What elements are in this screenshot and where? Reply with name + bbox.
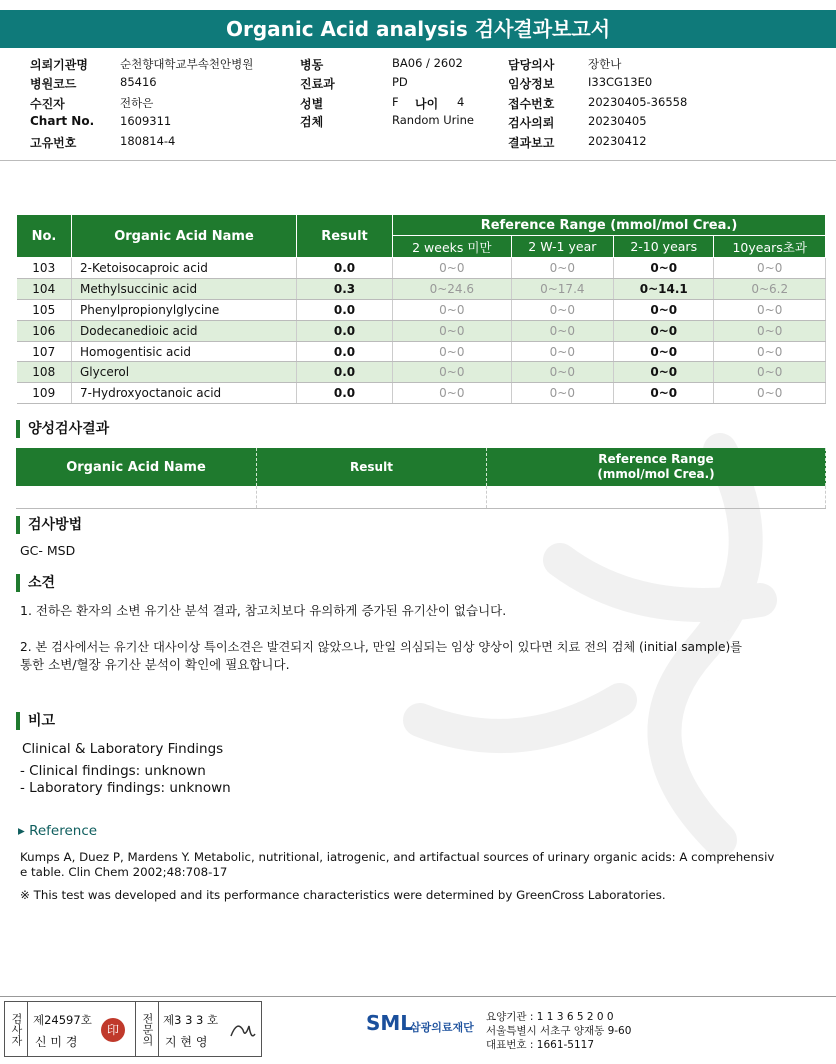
sml-logo: SML [366, 1011, 414, 1035]
header-label: 임상정보 [508, 77, 555, 92]
cell-result: 0.0 [297, 299, 393, 320]
cell-name: 2-Ketoisocaproic acid [72, 258, 297, 279]
cell-result: 0.0 [297, 341, 393, 362]
remarks-line2: - Clinical findings: unknown [20, 763, 206, 779]
pos-col-ref-unit: (mmol/mol Crea.) [597, 467, 715, 481]
cell-name: Glycerol [72, 362, 297, 383]
col-reference: Reference Range (mmol/mol Crea.) [393, 215, 826, 236]
org-address: 서울특별시 서초구 양재동 9-60 [486, 1025, 632, 1037]
cell-range: 0~0 [511, 383, 613, 404]
cell-range: 0~0 [511, 362, 613, 383]
cell-range: 0~0 [511, 341, 613, 362]
cell-range: 0~0 [714, 362, 826, 383]
table-row [17, 383, 826, 404]
positive-section-title: 양성검사결과 [16, 420, 109, 438]
opinion-section-title: 소견 [16, 574, 55, 592]
inspector-label: 검사자 [5, 1002, 28, 1056]
reference-line2: e table. Clin Chem 2002;48:708-17 [20, 865, 228, 879]
header-value: 20230405-36558 [588, 94, 688, 109]
header-value: 순천향대학교부속천안병원 [120, 57, 254, 71]
cell-range: 0~0 [511, 258, 613, 279]
header-value: 85416 [120, 75, 157, 90]
cell-name: 7-Hydroxyoctanoic acid [72, 383, 297, 404]
header-label: 수진자 [30, 96, 65, 111]
header-label: 의뢰기관명 [30, 58, 88, 72]
cell-range: 0~0 [714, 320, 826, 341]
cell-no: 107 [17, 341, 72, 362]
opinion-p2a: 2. 본 검사에서는 유기산 대사이상 특이소견은 발견되지 않았으나, 만일 의심되는 임상 양상이 있다면 치료 전의 검체 (initial sample)를 [20, 640, 743, 654]
cell-no: 105 [17, 299, 72, 320]
table-row [17, 341, 826, 362]
header-value: 20230405 [588, 114, 647, 129]
cell-range: 0~14.1 [614, 278, 714, 299]
cell-result: 0.3 [297, 278, 393, 299]
agency-number: 요양기관 : 1 1 3 6 5 2 0 0 [486, 1011, 614, 1023]
cell-name: Phenylpropionylglycine [72, 299, 297, 320]
header-value: 20230412 [588, 133, 647, 148]
col-range: 2 W-1 year [511, 236, 613, 258]
header-label: 검체 [300, 115, 324, 129]
header-value: 1609311 [120, 114, 172, 129]
pos-empty-cell [487, 486, 826, 509]
cell-name: Dodecanedioic acid [72, 320, 297, 341]
header-label: 진료과 [300, 77, 335, 92]
cell-range: 0~0 [614, 362, 714, 383]
signature-box [4, 1001, 262, 1057]
header-label: 검사의뢰 [508, 116, 555, 131]
remarks-section-title: 비고 [16, 712, 55, 730]
opinion-p2b: 통한 소변/혈장 유기산 분석이 확인에 필요합니다. [20, 657, 290, 672]
age-value: 4 [457, 95, 465, 109]
header-label: 접수번호 [508, 96, 555, 111]
header-value: 장한나 [588, 57, 622, 71]
header-value: PD [392, 75, 408, 90]
header-value: Random Urine [392, 113, 474, 127]
cell-result: 0.0 [297, 383, 393, 404]
cell-result: 0.0 [297, 320, 393, 341]
inspector-name: 신 미 경 [35, 1035, 78, 1049]
cell-range: 0~0 [714, 258, 826, 279]
confirmer-name: 지 현 영 [165, 1035, 208, 1049]
col-result: Result [297, 215, 393, 258]
cell-no: 108 [17, 362, 72, 383]
results-table [16, 214, 826, 404]
header-label: Chart No. [30, 114, 95, 129]
header-divider [0, 160, 836, 161]
pos-empty-cell [257, 486, 487, 509]
col-range: 10years초과 [714, 236, 826, 258]
org-name: 삼광의료재단 [410, 1021, 474, 1034]
cell-name: Homogentisic acid [72, 341, 297, 362]
signature-mark [227, 1016, 257, 1046]
cell-no: 104 [17, 278, 72, 299]
col-no: No. [17, 215, 72, 258]
col-name: Organic Acid Name [72, 215, 297, 258]
header-label: 병원코드 [30, 77, 77, 92]
cell-result: 0.0 [297, 258, 393, 279]
confirmer-label: 전문의 [135, 1002, 159, 1056]
cell-range: 0~0 [393, 362, 512, 383]
cell-range: 0~24.6 [393, 278, 512, 299]
cell-range: 0~0 [393, 299, 512, 320]
cell-range: 0~0 [614, 320, 714, 341]
pos-col-ref-label: Reference Range [598, 452, 714, 466]
table-row [17, 362, 826, 383]
header-info [30, 56, 830, 152]
cell-range: 0~0 [714, 341, 826, 362]
header-label: 성별 [300, 96, 324, 111]
cell-range: 0~0 [511, 320, 613, 341]
pos-col-name: Organic Acid Name [16, 448, 257, 486]
header-label: 병동 [300, 58, 324, 72]
opinion-p1: 1. 전하은 환자의 소변 유기산 분석 결과, 참고치보다 유의하게 증가된 유기산이 없습니다. [20, 603, 507, 618]
pos-col-result: Result [257, 448, 487, 486]
header-value: 전하은 [120, 95, 154, 110]
cell-range: 0~17.4 [511, 278, 613, 299]
reference-note: ※ This test was developed and its performance characteristics were determined by GreenCross Laboratories. [20, 888, 666, 902]
method-text: GC- MSD [20, 543, 76, 558]
cell-no: 103 [17, 258, 72, 279]
header-label: 담당의사 [508, 58, 555, 72]
header-value: BA06 / 2602 [392, 56, 463, 70]
org-phone: 대표번호 : 1661-5117 [486, 1039, 595, 1051]
header-label: 고유번호 [30, 135, 77, 150]
cell-result: 0.0 [297, 362, 393, 383]
cell-range: 0~0 [511, 299, 613, 320]
cell-range: 0~0 [393, 320, 512, 341]
report-title: Organic Acid analysis 검사결과보고서 [0, 10, 836, 48]
cell-range: 0~0 [614, 299, 714, 320]
positive-table [16, 448, 826, 509]
cell-range: 0~0 [614, 383, 714, 404]
pos-empty-cell [16, 486, 257, 509]
cell-range: 0~0 [614, 258, 714, 279]
cell-range: 0~0 [614, 341, 714, 362]
table-row [17, 299, 826, 320]
cell-range: 0~0 [393, 383, 512, 404]
age-label: 나이 [415, 97, 439, 111]
cell-no: 109 [17, 383, 72, 404]
method-section-title: 검사방법 [16, 516, 82, 534]
table-row [17, 258, 826, 279]
table-row [17, 278, 826, 299]
col-range: 2 weeks 미만 [393, 236, 512, 258]
footer [0, 996, 836, 1064]
cell-name: Methylsuccinic acid [72, 278, 297, 299]
cell-no: 106 [17, 320, 72, 341]
remarks-line3: - Laboratory findings: unknown [20, 780, 231, 796]
header-label: 결과보고 [508, 135, 555, 150]
col-range: 2-10 years [614, 236, 714, 258]
cell-range: 0~6.2 [714, 278, 826, 299]
cell-range: 0~0 [393, 341, 512, 362]
header-value: I33CG13E0 [588, 75, 653, 90]
cell-range: 0~0 [393, 258, 512, 279]
inspector-number: 제24597호 [33, 1013, 92, 1027]
cell-range: 0~0 [714, 383, 826, 404]
remarks-line1: Clinical & Laboratory Findings [22, 741, 224, 757]
cell-range: 0~0 [714, 299, 826, 320]
table-row [17, 320, 826, 341]
header-value: F [392, 94, 399, 109]
pos-col-reference [487, 448, 826, 486]
header-value: 180814-4 [120, 133, 176, 148]
confirmer-number: 제3 3 3 호 [163, 1013, 219, 1027]
reference-title: ▸ Reference [18, 823, 98, 839]
seal-stamp: 印 [101, 1018, 125, 1042]
reference-line1: Kumps A, Duez P, Mardens Y. Metabolic, nutritional, iatrogenic, and artifactual sources of urinary organic acids: A comprehensiv [20, 850, 775, 864]
